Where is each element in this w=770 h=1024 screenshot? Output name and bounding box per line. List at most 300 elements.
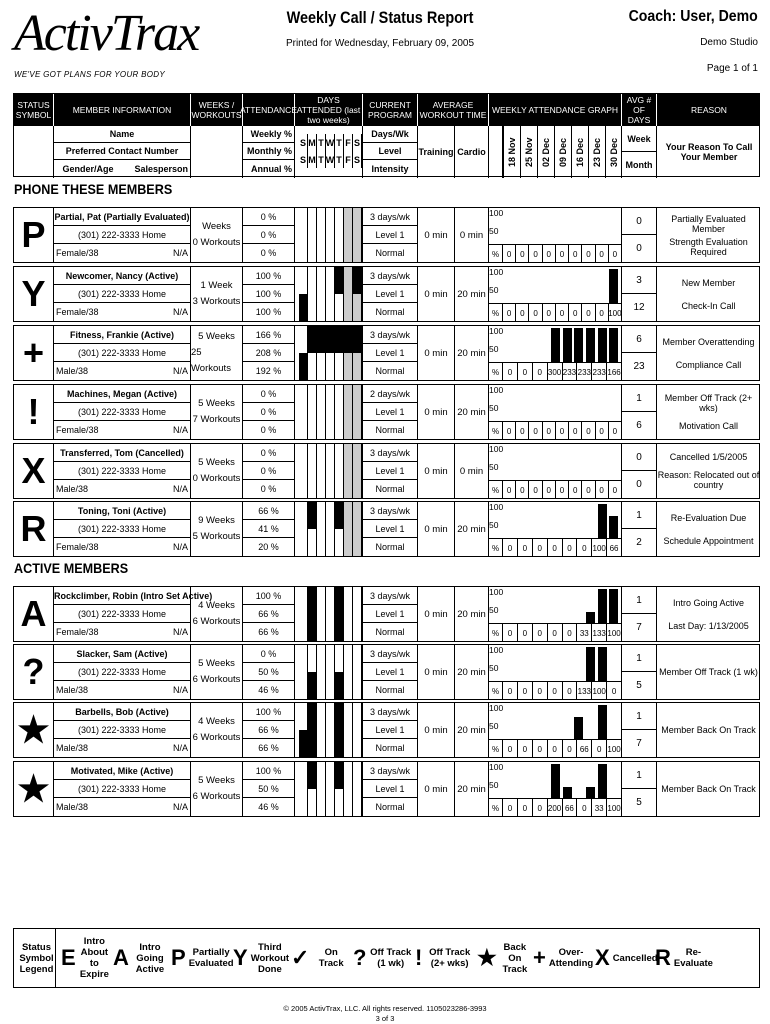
member-salesperson: N/A (172, 542, 188, 552)
day-cell (326, 353, 335, 380)
reason-line: New Member (681, 277, 736, 288)
graph-scale-top: 100 (489, 645, 504, 655)
day-cell (353, 208, 362, 235)
header-graph: WEEKLY ATTENDANCE GRAPH (489, 94, 622, 126)
program-value: 3 days/wk (363, 444, 417, 462)
activtrax-logo (14, 5, 199, 80)
graph-pct-row (489, 798, 622, 816)
graph-pct-value: 0 (592, 740, 607, 758)
graph-pct-value: 0 (543, 245, 556, 263)
graph-pct-label: % (489, 624, 503, 642)
graph-pct-value: 0 (518, 624, 533, 642)
sub-level: Level (363, 143, 418, 160)
day-cell (326, 412, 335, 439)
reason-line: Member Back On Track (661, 784, 756, 794)
day-cell (344, 614, 353, 641)
member-phone: (301) 222-3333 Home (54, 403, 190, 421)
call-reason (657, 645, 760, 699)
graph-pct-value: 0 (569, 245, 582, 263)
day-cell (308, 789, 317, 816)
days-attended (295, 645, 363, 699)
attendance-pct: 0 % (243, 403, 294, 421)
day-cell (335, 267, 344, 294)
weeks-value: 9 Weeks (198, 515, 235, 526)
day-cell (326, 267, 335, 294)
day-cell (308, 672, 317, 699)
legend-item (350, 929, 412, 987)
member-row[interactable] (13, 325, 760, 381)
attendance-pct: 66 % (258, 627, 279, 637)
legend-label: Intro About to Expire (79, 936, 109, 980)
sub-days-frame (295, 126, 363, 178)
program-value: 2 days/wk (363, 385, 417, 403)
graph-pct-row (489, 244, 622, 262)
avg-month: 23 (633, 361, 645, 372)
avg-week: 1 (622, 502, 656, 529)
graph-pct-value: 0 (516, 245, 529, 263)
graph-pct-value: 300 (548, 363, 563, 381)
day-cell (317, 235, 326, 262)
member-row[interactable] (13, 266, 760, 322)
day-cell (344, 789, 353, 816)
graph-bar (574, 717, 583, 739)
reason-line: Compliance Call (675, 359, 742, 370)
program-value: Normal (375, 542, 405, 552)
graph-pct-value: 0 (529, 304, 542, 322)
day-cell (344, 762, 353, 789)
graph-pct-value: 0 (577, 539, 592, 557)
reason-line: Member Back On Track (661, 725, 756, 735)
member-name[interactable]: Partial, Pat (Partially Evaluated) (54, 208, 190, 226)
attendance-pct: 0 % (243, 385, 294, 403)
sub-intensity: Intensity (363, 160, 418, 178)
member-name[interactable]: Transferred, Tom (Cancelled) (54, 444, 190, 462)
day-cell (353, 471, 362, 498)
workouts-value: 5 Workouts (192, 531, 241, 542)
day-cell (344, 235, 353, 262)
day-cell (353, 353, 362, 380)
day-cell (353, 614, 362, 641)
legend-symbol: A (113, 945, 129, 970)
days-attended (295, 385, 363, 439)
status-symbol: A (14, 587, 54, 641)
member-salesperson: N/A (172, 484, 188, 494)
header-row (14, 94, 759, 126)
footer-pages: 3 of 3 (375, 1014, 395, 1023)
graph-bar (609, 589, 618, 623)
day-cell (308, 703, 317, 730)
graph-bar (598, 328, 607, 362)
days-attended (295, 208, 363, 262)
legend-item (474, 929, 530, 987)
graph-bar (598, 504, 607, 538)
graph-scale-top: 100 (489, 267, 504, 277)
day-cell (299, 529, 308, 556)
graph-pct-value: 0 (518, 740, 533, 758)
program-value: Level 1 (363, 663, 417, 681)
graph-pct-value: 0 (516, 481, 529, 499)
member-row[interactable] (13, 644, 760, 700)
day-letter: F (344, 134, 353, 151)
member-name[interactable]: Fitness, Frankie (Active) (54, 326, 190, 344)
graph-scale-mid: 50 (489, 285, 499, 295)
graph-pct-value: 0 (533, 799, 548, 817)
header-avg-workout: AVERAGE WORKOUT TIME (418, 94, 489, 126)
graph-pct-value: 0 (533, 740, 548, 758)
day-cell (317, 208, 326, 235)
cardio-time: 20 min (455, 703, 489, 757)
member-phone: (301) 222-3333 Home (54, 520, 190, 538)
legend-label: On Track (318, 947, 344, 969)
sub-weeks (191, 126, 243, 178)
attendance-graph (489, 703, 622, 757)
graph-pct-value: 0 (503, 799, 518, 817)
day-cell (344, 385, 353, 412)
weeks-value: 4 Weeks (198, 716, 235, 727)
weeks-value: 5 Weeks (198, 775, 235, 786)
graph-pct-value: 100 (592, 539, 607, 557)
graph-scale-mid: 50 (489, 721, 499, 731)
member-info (54, 762, 191, 816)
cardio-time: 20 min (455, 762, 489, 816)
day-cell (317, 529, 326, 556)
member-salesperson: N/A (172, 743, 188, 753)
logo-tagline: WE'VE GOT PLANS FOR YOUR BODY (14, 70, 165, 79)
avg-month: 2 (636, 537, 642, 548)
member-row[interactable] (13, 702, 760, 758)
weeks-workouts (191, 587, 243, 641)
graph-scale-top: 100 (489, 444, 504, 454)
day-cell (317, 730, 326, 757)
graph-bar (574, 328, 583, 362)
member-salesperson: N/A (172, 627, 188, 637)
program-value: Normal (375, 802, 405, 812)
program-value: Level 1 (363, 344, 417, 362)
attendance-pct: 0 % (243, 645, 294, 663)
cardio-time: 0 min (455, 444, 489, 498)
program-value: 3 days/wk (363, 587, 417, 605)
graph-date-label: 16 Dec (571, 126, 588, 178)
day-letter: W (326, 151, 335, 168)
program-value: 3 days/wk (363, 645, 417, 663)
member-name[interactable]: Slacker, Sam (Active) (54, 645, 190, 663)
member-phone: (301) 222-3333 Home (54, 663, 190, 681)
member-salesperson: N/A (172, 248, 188, 258)
day-cell (308, 762, 317, 789)
graph-pct-value: 0 (503, 682, 518, 700)
graph-pct-value: 0 (503, 740, 518, 758)
graph-pct-label: % (489, 799, 503, 817)
member-gender-age: Female/38 (56, 542, 99, 552)
day-letter: S (299, 151, 308, 168)
day-cell (317, 645, 326, 672)
graph-pct-value: 166 (607, 363, 622, 381)
day-cell (308, 208, 317, 235)
legend-symbol: ✓ (291, 945, 310, 970)
graph-pct-value: 0 (548, 539, 563, 557)
member-name[interactable]: Motivated, Mike (Active) (54, 762, 190, 780)
cardio-time: 20 min (455, 326, 489, 380)
day-cell (317, 444, 326, 471)
header-reason: REASON (691, 105, 727, 115)
day-cell (299, 471, 308, 498)
program-value: Normal (375, 366, 405, 376)
day-cell (308, 730, 317, 757)
avg-month: 5 (636, 680, 642, 691)
reason-line: Strength Evaluation Required (669, 236, 748, 257)
graph-pct-label: % (489, 682, 503, 700)
day-cell (326, 326, 335, 353)
day-cell (326, 471, 335, 498)
sub-annual-pct: Annual % (243, 160, 295, 178)
attendance-pct: 0 % (260, 484, 277, 494)
member-row[interactable] (13, 443, 760, 499)
member-row[interactable] (13, 586, 760, 642)
member-gender-age: Male/38 (56, 366, 89, 376)
call-reason (657, 444, 760, 498)
day-cell (335, 444, 344, 471)
avg-week: 1 (622, 703, 656, 730)
day-cell (335, 587, 344, 614)
day-cell (299, 267, 308, 294)
days-attended (295, 703, 363, 757)
attendance (243, 385, 295, 439)
avg-week: 1 (622, 587, 656, 614)
days-attended (295, 762, 363, 816)
member-name[interactable]: Newcomer, Nancy (Active) (54, 267, 190, 285)
avg-month: 6 (636, 420, 642, 431)
graph-pct-value: 0 (529, 481, 542, 499)
sub-contact: Preferred Contact Number (54, 143, 191, 160)
day-cell (317, 762, 326, 789)
day-cell (299, 294, 308, 321)
legend-symbol: R (655, 945, 671, 970)
status-symbol: ★ (14, 762, 54, 816)
day-cell (317, 703, 326, 730)
day-letter: T (335, 134, 344, 151)
legend-item (412, 929, 474, 987)
graph-scale-top: 100 (489, 502, 504, 512)
day-cell (335, 614, 344, 641)
day-cell (353, 529, 362, 556)
attendance-pct: 66 % (243, 721, 294, 739)
weeks-value: 1 Week (200, 280, 233, 291)
day-cell (308, 326, 317, 353)
coach-name: Coach: User, Demo (628, 8, 758, 25)
legend-item (592, 929, 658, 987)
legend-label: Partially Evaluated (188, 947, 234, 969)
day-cell (308, 385, 317, 412)
member-salesperson: N/A (172, 366, 188, 376)
attendance-pct: 46 % (258, 802, 279, 812)
legend-item (110, 929, 168, 987)
day-cell (308, 614, 317, 641)
day-cell (335, 502, 344, 529)
graph-pct-label: % (489, 539, 503, 557)
member-gender-age: Male/38 (56, 743, 89, 753)
reason-line: Re-Evaluation Due (670, 512, 747, 523)
day-cell (344, 529, 353, 556)
member-info (54, 645, 191, 699)
current-program (363, 703, 418, 757)
avg-week: 1 (622, 385, 656, 412)
member-row[interactable] (13, 207, 760, 263)
day-cell (308, 587, 317, 614)
current-program (363, 645, 418, 699)
graph-pct-value: 133 (577, 682, 592, 700)
avg-month: 7 (636, 622, 642, 633)
weeks-workouts (191, 502, 243, 556)
current-program (363, 267, 418, 321)
reason-line: Schedule Appointment (663, 535, 754, 546)
member-name[interactable]: Machines, Megan (Active) (54, 385, 190, 403)
member-info (54, 502, 191, 556)
day-cell (353, 294, 362, 321)
attendance-pct: 0 % (260, 425, 277, 435)
graph-pct-row (489, 303, 622, 321)
avg-week: 0 (622, 444, 656, 471)
cardio-time: 20 min (455, 267, 489, 321)
day-cell (299, 353, 308, 380)
graph-pct-label: % (489, 304, 503, 322)
day-cell (308, 412, 317, 439)
legend-label: Over-Attending (548, 947, 594, 969)
day-cell (299, 208, 308, 235)
member-row[interactable] (13, 501, 760, 557)
day-cell (317, 385, 326, 412)
program-value: Level 1 (363, 403, 417, 421)
day-cell (326, 730, 335, 757)
day-letter: T (317, 151, 326, 168)
graph-pct-value: 0 (518, 682, 533, 700)
header-status: STATUS SYMBOL (14, 94, 54, 126)
member-name[interactable]: Toning, Toni (Active) (54, 502, 190, 520)
day-cell (299, 672, 308, 699)
avg-week: 1 (622, 762, 656, 789)
sub-status (14, 126, 54, 178)
day-cell (326, 762, 335, 789)
avg-days (622, 502, 657, 556)
day-letter: W (326, 134, 335, 151)
graph-pct-value: 233 (577, 363, 592, 381)
graph-pct-value: 0 (563, 624, 578, 642)
member-salesperson: N/A (172, 802, 188, 812)
weeks-value: 5 Weeks (198, 398, 235, 409)
day-letter: T (335, 151, 344, 168)
member-phone: (301) 222-3333 Home (54, 605, 190, 623)
status-symbol: ? (14, 645, 54, 699)
avg-days (622, 762, 657, 816)
reason-line: Reason: Relocated out of country (657, 470, 760, 490)
graph-date-label: 23 Dec (588, 126, 605, 178)
graph-pct-value: 0 (582, 422, 595, 440)
status-symbol: X (14, 444, 54, 498)
day-cell (353, 444, 362, 471)
attendance-pct: 0 % (243, 462, 294, 480)
training-time: 0 min (418, 208, 455, 262)
day-cell (335, 208, 344, 235)
sub-days-wk: Days/Wk (363, 126, 418, 143)
graph-pct-row (489, 538, 622, 556)
training-time: 0 min (418, 645, 455, 699)
attendance-pct: 46 % (258, 685, 279, 695)
status-symbol: ★ (14, 703, 54, 757)
graph-pct-value: 0 (503, 624, 518, 642)
call-reason (657, 208, 760, 262)
day-cell (353, 703, 362, 730)
avg-week: 3 (622, 267, 656, 294)
graph-pct-value: 0 (607, 682, 622, 700)
attendance-pct: 100 % (255, 307, 282, 317)
day-cell (317, 412, 326, 439)
graph-pct-row (489, 480, 622, 498)
program-value: 3 days/wk (363, 326, 417, 344)
sub-your-reason: Your Reason To Call Your Member (665, 142, 753, 162)
graph-pct-row (489, 681, 622, 699)
legend-label: Off Track (2+ wks) (429, 947, 471, 969)
attendance-pct: 0 % (243, 444, 294, 462)
day-cell (308, 529, 317, 556)
day-cell (299, 444, 308, 471)
member-name[interactable]: Rockclimber, Robin (Intro Set Active) (54, 587, 190, 605)
training-time: 0 min (418, 703, 455, 757)
graph-pct-value: 0 (563, 682, 578, 700)
member-phone: (301) 222-3333 Home (54, 226, 190, 244)
attendance-pct: 0 % (243, 208, 294, 226)
member-name[interactable]: Barbells, Bob (Active) (54, 703, 190, 721)
day-cell (299, 412, 308, 439)
legend-item (230, 929, 288, 987)
days-attended (295, 444, 363, 498)
graph-pct-value: 0 (609, 245, 622, 263)
graph-scale-mid: 50 (489, 780, 499, 790)
member-info (54, 267, 191, 321)
day-cell (326, 789, 335, 816)
cardio-time: 20 min (455, 645, 489, 699)
member-row[interactable] (13, 761, 760, 817)
day-cell (299, 703, 308, 730)
member-info (54, 703, 191, 757)
graph-pct-value: 0 (529, 245, 542, 263)
day-cell (344, 730, 353, 757)
graph-pct-value: 100 (607, 624, 622, 642)
graph-bar (563, 328, 572, 362)
graph-pct-value: 0 (609, 481, 622, 499)
day-cell (317, 614, 326, 641)
day-cell (326, 294, 335, 321)
graph-pct-value: 0 (533, 682, 548, 700)
graph-pct-value: 0 (516, 304, 529, 322)
member-phone: (301) 222-3333 Home (54, 780, 190, 798)
member-row[interactable] (13, 384, 760, 440)
avg-days (622, 645, 657, 699)
day-cell (353, 235, 362, 262)
day-cell (317, 471, 326, 498)
graph-pct-value: 0 (533, 624, 548, 642)
studio-name: Demo Studio (700, 37, 758, 48)
day-cell (353, 672, 362, 699)
legend-label: Third Workout Done (250, 941, 290, 975)
avg-week: 1 (622, 645, 656, 672)
member-gender-age: Female/38 (56, 307, 99, 317)
legend-label: Cancelled (612, 952, 658, 964)
graph-pct-label: % (489, 740, 503, 758)
graph-date-label: 09 Dec (554, 126, 571, 178)
day-cell (344, 587, 353, 614)
attendance (243, 502, 295, 556)
day-cell (317, 587, 326, 614)
current-program (363, 587, 418, 641)
